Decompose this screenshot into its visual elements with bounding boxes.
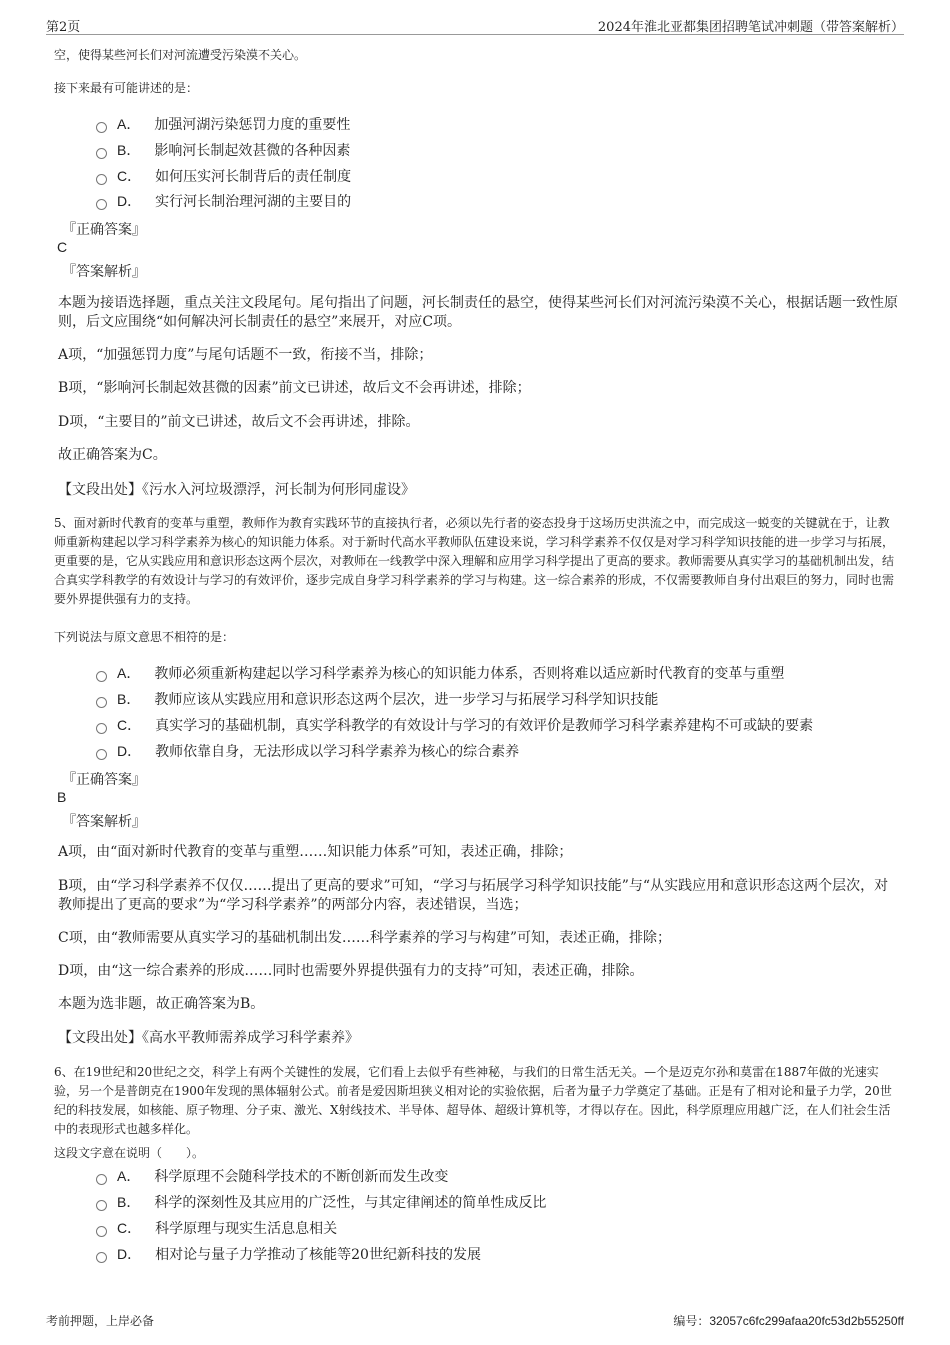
- radio-icon[interactable]: [96, 199, 107, 210]
- q4-option-a[interactable]: A． 加强河湖污染惩罚力度的重要性: [96, 112, 350, 136]
- q4-analysis-conclusion: 故正确答案为C。: [58, 447, 167, 463]
- q4-option-c[interactable]: C． 如何压实河长制背后的责任制度: [96, 164, 351, 188]
- q5-option-c[interactable]: C． 真实学习的基础机制，真实学科教学的有效设计与学习的有效评价是教师学习科学素养建构不可或缺的要素: [96, 713, 813, 737]
- q5-answer-label: 『正确答案』: [62, 772, 146, 788]
- q6-option-b[interactable]: B． 科学的深刻性及其应用的广泛性，与其定律阐述的简单性成反比: [96, 1190, 546, 1214]
- document-title: 2024年淮北亚都集团招聘笔试冲刺题（带答案解析）: [597, 20, 904, 35]
- radio-icon[interactable]: [96, 1252, 107, 1263]
- page-number: 第2页: [46, 20, 81, 35]
- q6-prompt: 这段文字意在说明（ ）。: [54, 1146, 205, 1160]
- q5-option-d[interactable]: D． 教师依靠自身，无法形成以学习科学素养为核心的综合素养: [96, 739, 519, 763]
- q4-option-d[interactable]: D． 实行河长制治理河湖的主要目的: [96, 189, 351, 213]
- q4-prompt: 接下来最有可能讲述的是：: [54, 81, 199, 95]
- q6-option-a[interactable]: A． 科学原理不会随科学技术的不断创新而发生改变: [96, 1164, 448, 1188]
- radio-icon[interactable]: [96, 1226, 107, 1237]
- radio-icon[interactable]: [96, 174, 107, 185]
- q5-answer: B: [57, 789, 67, 805]
- q5-prompt: 下列说法与原文意思不相符的是：: [54, 630, 235, 644]
- radio-icon[interactable]: [96, 671, 107, 682]
- q5-analysis-label: 『答案解析』: [62, 814, 146, 830]
- radio-icon[interactable]: [96, 723, 107, 734]
- q4-answer: C: [57, 239, 68, 255]
- q4-analysis-label: 『答案解析』: [62, 264, 146, 280]
- q4-answer-label: 『正确答案』: [62, 222, 146, 238]
- q5-source: 【文段出处】《高水平教师需养成学习科学素养》: [58, 1030, 359, 1046]
- q5-passage: 5、面对新时代教育的变革与重塑，教师作为教育实践环节的直接执行者，必须以先行者的姿态投身于这场历史洪流之中，而完成这一蜕变的关键就在于，让教师重新构建起以学习科学素养为核心的知识能力体系。对于新时代高水平教师队伍建设来说，学习科学素养不仅仅是对学习科学知识技能的进一步学习与拓展，更重要的是，它从实践应用和意识形态这两个层次，对教师在一线教学中深入理解和应用学习科学提出了更高的要求。教师需要从真实学习的基础机制出发，结合真实学科教学的有效设计与学习的有效评价，逐步完成自身学习科学素养的学习与构建。这一综合素养的形成，不仅需要教师自身付出艰巨的努力，同时也需要外界提供强有力的支持。: [54, 516, 895, 606]
- q5-analysis-conclusion: 本题为选非题，故正确答案为B。: [58, 996, 265, 1012]
- q4-source: 【文段出处】《污水入河垃圾漂浮，河长制为何形同虚设》: [58, 482, 415, 498]
- radio-icon[interactable]: [96, 697, 107, 708]
- q4-analysis-d: D项，“主要目的”前文已讲述，故后文不会再讲述，排除。: [58, 414, 420, 430]
- q4-analysis-a: A项，“加强惩罚力度”与尾句话题不一致，衔接不当，排除；: [58, 347, 433, 363]
- radio-icon[interactable]: [96, 1200, 107, 1211]
- q4-analysis-summary: 本题为接语选择题，重点关注文段尾句。尾句指出了问题，河长制责任的悬空，使得某些河长们对河流污染漠不关心，根据话题一致性原则，后文应围绕“如何解决河长制责任的悬空”来展开，对应C项。: [58, 295, 898, 330]
- q5-analysis-c: C项，由“教师需要从真实学习的基础机制出发……科学素养的学习与构建”可知，表述正确，排除；: [58, 930, 672, 946]
- q4-option-b[interactable]: B． 影响河长制起效甚微的各种因素: [96, 138, 350, 162]
- page-header: [46, 14, 904, 35]
- q6-passage: 6、在19世纪和20世纪之交，科学上有两个关键性的发展，它们看上去似乎有些神秘，与我们的日常生活无关。—个是迈克尔孙和莫雷在1887年做的光速实验，另一个是普朗克在1900年发现的黑体辐射公式。前者是爱因斯坦狭义相对论的实验依据，后者为量子力学奠定了基础。正是有了相对论和量子力学，20世纪的科技发展，如核能、原子物理、分子束、激光、X射线技术、半导体、超导体、超级计算机等，才得以存在。因此，科学原理应用越广泛，在人们社会生活中的表现形式也越多样化。: [54, 1065, 892, 1136]
- radio-icon[interactable]: [96, 122, 107, 133]
- q5-analysis-b: B项，由“学习科学素养不仅仅……提出了更高的要求”可知，“学习与拓展学习科学知识技能”与“从实践应用和意识形态这两个层次，对教师提出了更高的要求”为“学习科学素养”的两部分内容，表述错误，当选；: [58, 878, 889, 913]
- q5-option-b[interactable]: B． 教师应该从实践应用和意识形态这两个层次，进一步学习与拓展学习科学知识技能: [96, 687, 658, 711]
- q6-option-c[interactable]: C． 科学原理与现实生活息息相关: [96, 1216, 337, 1240]
- radio-icon[interactable]: [96, 148, 107, 159]
- document-id: 编号：32057c6fc299afaa20fc53d2b55250ff: [673, 1314, 904, 1328]
- q4-passage-tail: 空，使得某些河长们对河流遭受污染漠不关心。: [54, 48, 307, 62]
- q5-analysis-a: A项，由“面对新时代教育的变革与重塑……知识能力体系”可知，表述正确，排除；: [58, 844, 573, 860]
- q4-analysis-b: B项，“影响河长制起效甚微的因素”前文已讲述，故后文不会再讲述，排除；: [58, 380, 531, 396]
- q5-option-a[interactable]: A． 教师必须重新构建起以学习科学素养为核心的知识能力体系，否则将难以适应新时代教育的变革与重塑: [96, 661, 784, 685]
- radio-icon[interactable]: [96, 1174, 107, 1185]
- q5-analysis-d: D项，由“这一综合素养的形成……同时也需要外界提供强有力的支持”可知，表述正确，排除。: [58, 963, 644, 979]
- footer-slogan: 考前押题，上岸必备: [46, 1314, 155, 1328]
- radio-icon[interactable]: [96, 749, 107, 760]
- q6-option-d[interactable]: D． 相对论与量子力学推动了核能等20世纪新科技的发展: [96, 1242, 481, 1266]
